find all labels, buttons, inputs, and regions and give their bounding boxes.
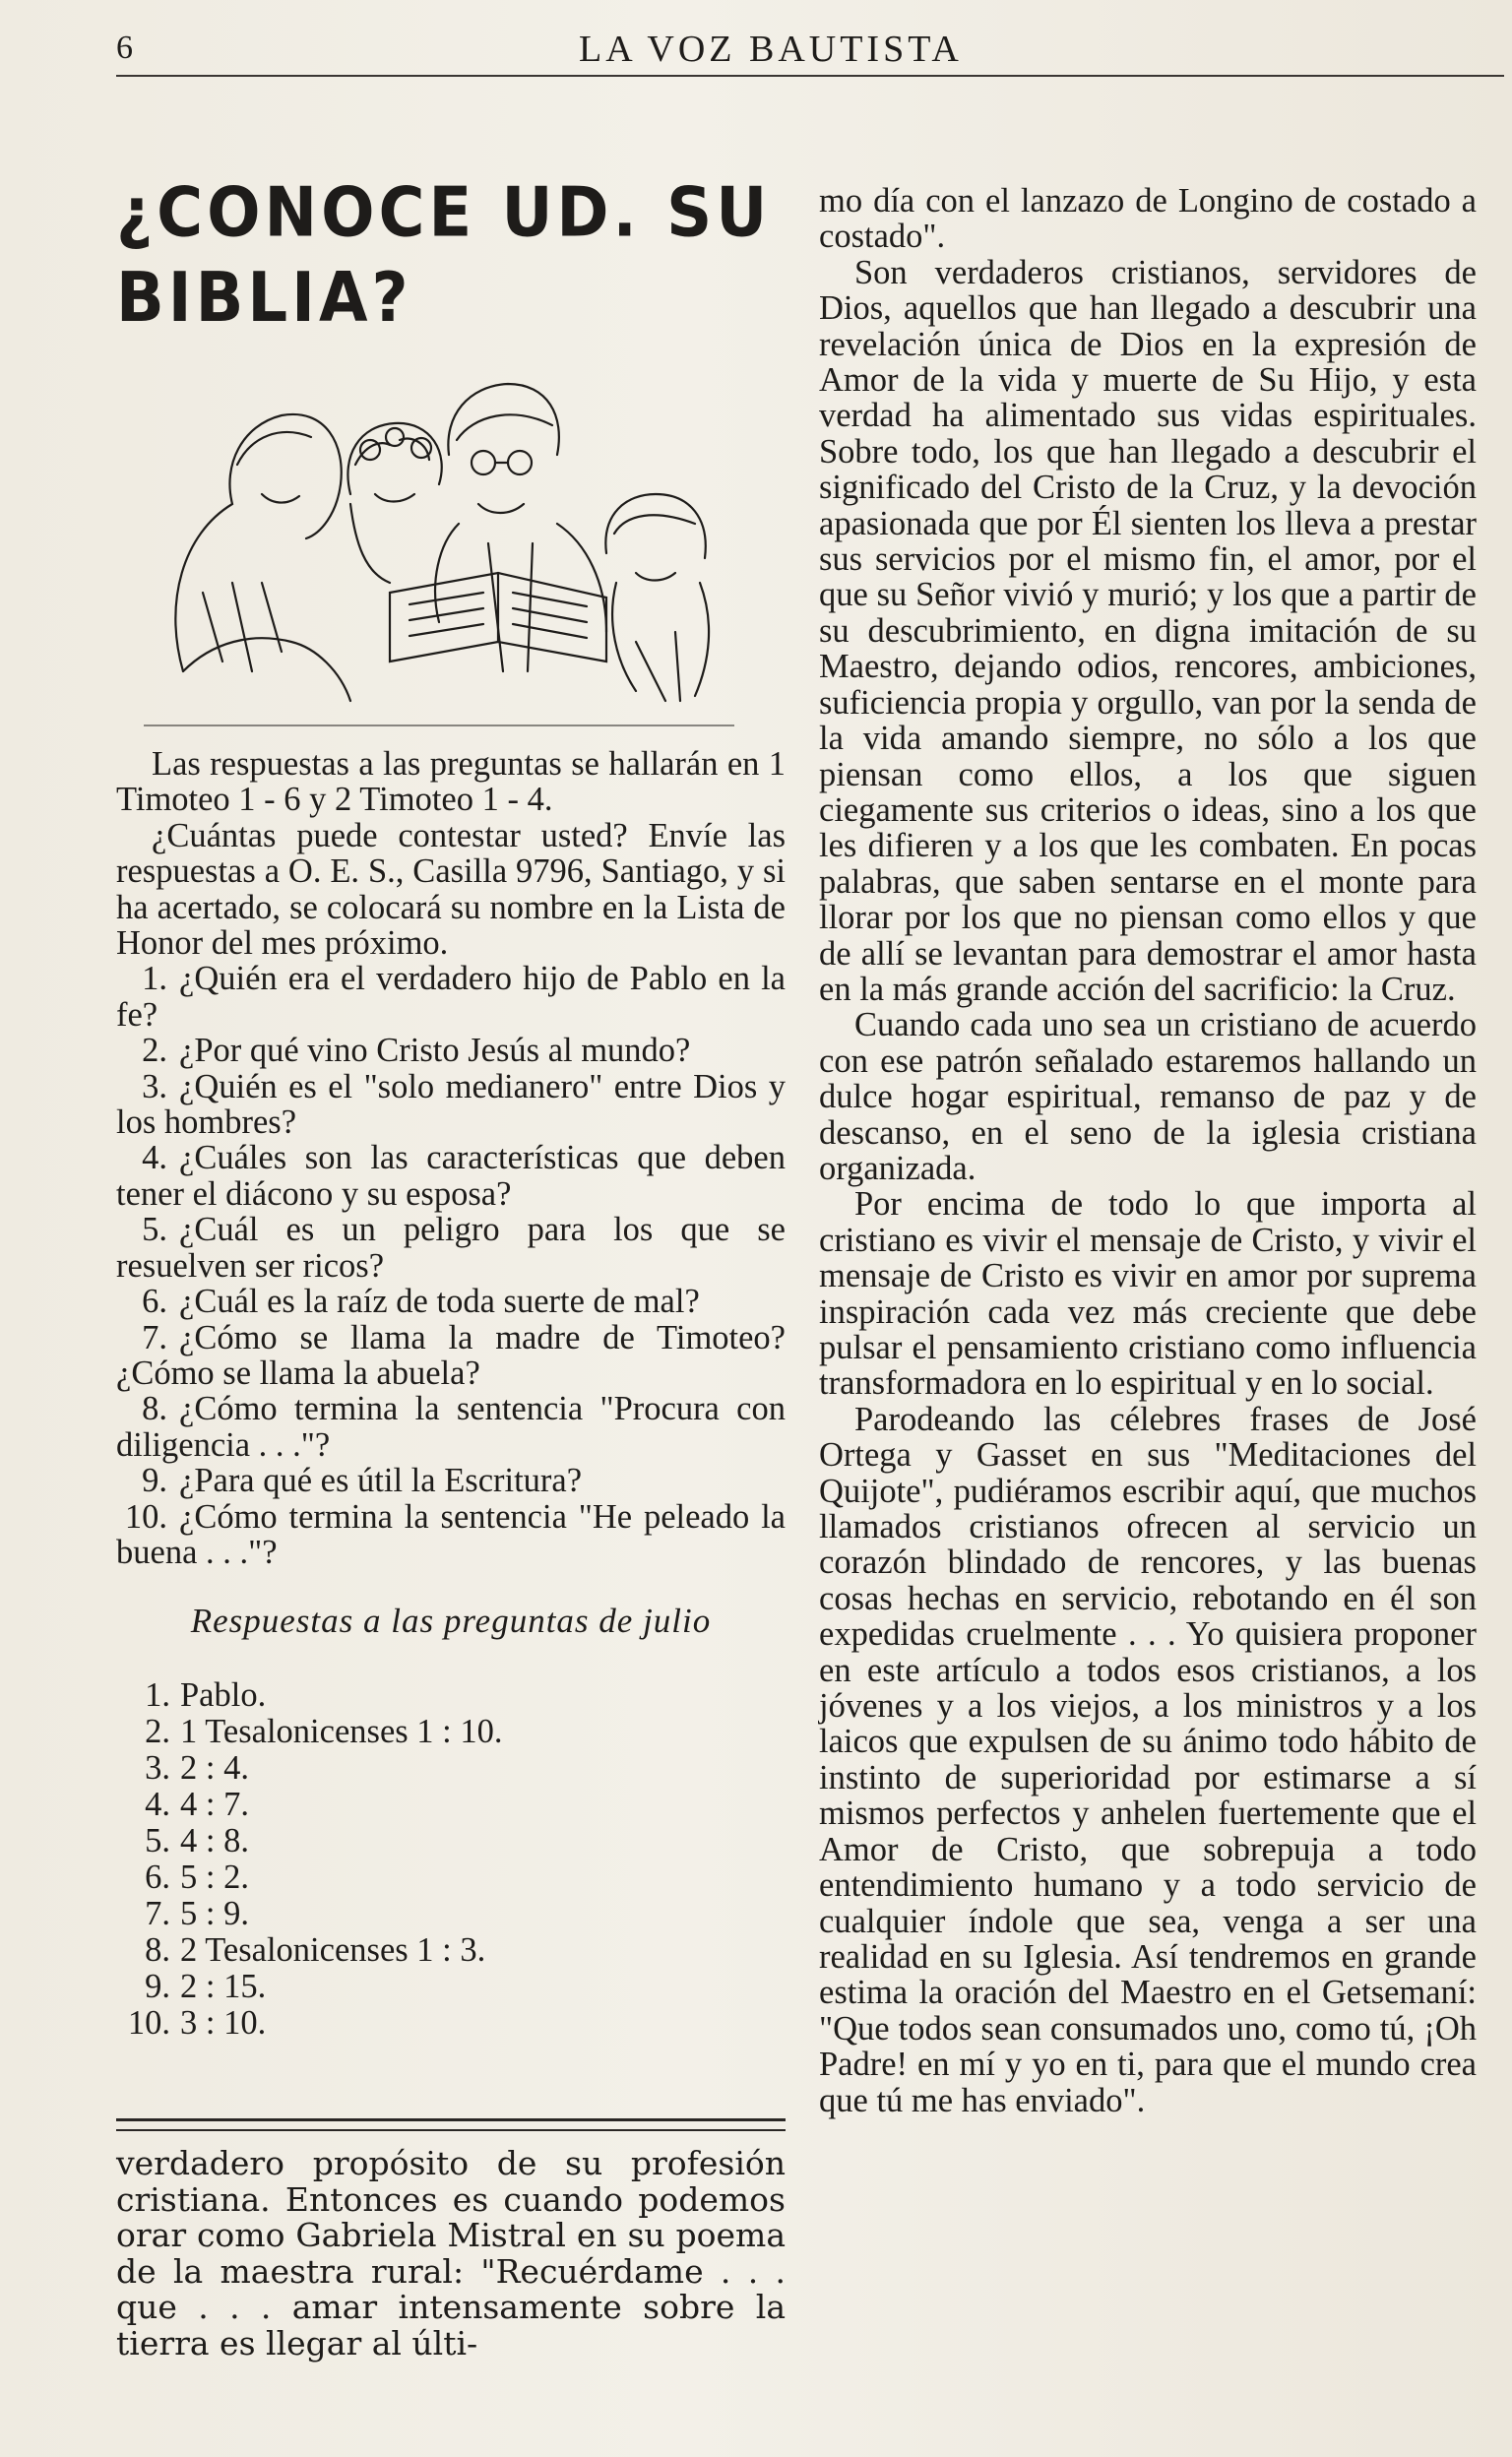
answer-text: 4 : 8. bbox=[180, 1821, 249, 1859]
answer-text: 5 : 9. bbox=[180, 1894, 249, 1932]
answer-number: 3. bbox=[145, 1748, 170, 1787]
question-item bbox=[116, 1033, 786, 1068]
body-paragraph-5: Parodeando las célebres frases de José Ortega y Gasset en sus "Meditaciones del Quijote", pudiéramos escribir aquí, que muchos llamados cristianos ofrecen al servicio un corazón blindado de rencores, y las buenas cosas hechas en servicio, rebotando en él son expedidas cruelmente . . . Yo quisiera proponer en este artículo a todos esos cristianos, a los jóvenes y a los viejos, a los ministros y a los laicos que expulsen de su ánimo todo hábito de instinto de superioridad por estimarse a sí mismos perfectos y anhelen fuertemente que el Amor de Cristo, que sobrepuja a todo entendimiento humano y a todo servicio de cualquier índole que sea, venga a ser una realidad en su Iglesia. Así tendremos en grande estima la oración del Maestro en el Getsemaní: "Que todos sean consumados uno, como tú, ¡Oh Padre! en mí y yo en ti, para que el mundo crea que tú me has enviado". bbox=[819, 1400, 1477, 2119]
question-item bbox=[116, 1069, 786, 1141]
family-reading-bible-illustration bbox=[144, 346, 734, 730]
question-item bbox=[116, 961, 786, 1033]
answer-text: 3 : 10. bbox=[180, 2003, 267, 2042]
question-number: 5. bbox=[142, 1211, 167, 1249]
header-rule bbox=[116, 75, 1504, 77]
answer-item bbox=[116, 1896, 786, 1932]
question-text: ¿Cuál es un peligro para los que se resuelven ser ricos? bbox=[116, 1211, 786, 1285]
question-text: ¿Quién es el "solo medianero" entre Dios y los hombres? bbox=[116, 1067, 786, 1142]
question-number: 6. bbox=[142, 1283, 167, 1321]
section-divider bbox=[116, 2118, 786, 2131]
answer-text: 4 : 7. bbox=[180, 1785, 249, 1823]
answer-text: 2 : 15. bbox=[180, 1967, 267, 2005]
question-text: ¿Para qué es útil la Escritura? bbox=[179, 1462, 583, 1500]
question-text: ¿Cómo termina la sentencia "He peleado la buena . . ."? bbox=[116, 1497, 786, 1571]
answer-number: 4. bbox=[145, 1785, 170, 1823]
answer-text: 2 Tesalonicenses 1 : 3. bbox=[180, 1930, 486, 1969]
question-text: ¿Quién era el verdadero hijo de Pablo en la fe? bbox=[116, 960, 786, 1034]
question-number: 8. bbox=[142, 1390, 167, 1428]
question-item bbox=[116, 1499, 786, 1571]
answer-item bbox=[116, 2005, 786, 2042]
body-paragraph-1: mo día con el lanzazo de Longino de costado a costado". bbox=[819, 182, 1477, 256]
body-paragraph-3: Cuando cada uno sea un cristiano de acuerdo con ese patrón señalado estaremos hallando un dulce hogar espiritual, remanso de paz y de descanso, en el seno de la iglesia cristiana organizada. bbox=[819, 1006, 1477, 1187]
page-header bbox=[116, 22, 1512, 81]
question-item bbox=[116, 1463, 786, 1498]
answer-number: 5. bbox=[145, 1821, 170, 1859]
question-text: ¿Cómo termina la sentencia "Procura con diligencia . . ."? bbox=[116, 1390, 786, 1464]
question-list bbox=[116, 961, 786, 1570]
question-item bbox=[116, 1212, 786, 1284]
body-paragraph-4: Por encima de todo lo que importa al cristiano es vivir el mensaje de Cristo, y vivir el mensaje de Cristo es vivir en amor por suprema inspiración cada vez más creciente que debe pulsar el pensamiento cristiano como influencia transformadora en lo espiritual y en lo social. bbox=[819, 1185, 1477, 1403]
journal-title: LA VOZ BAUTISTA bbox=[579, 29, 963, 70]
question-number: 4. bbox=[142, 1139, 167, 1177]
answer-text: 1 Tesalonicenses 1 : 10. bbox=[180, 1712, 503, 1750]
continuation-paragraph: verdadero propósito de su profesión cristiana. Entonces es cuando podemos orar como Gabriela Mistral en su poema de la maestra rural: "Recuérdame . . . que . . . amar intensamente sobre la tierra es llegar al últi- bbox=[116, 2144, 786, 2362]
answer-item bbox=[116, 1969, 786, 2005]
answer-text: 2 : 4. bbox=[180, 1748, 249, 1787]
answer-item bbox=[116, 1750, 786, 1787]
answer-number: 9. bbox=[145, 1967, 170, 2005]
question-item bbox=[116, 1391, 786, 1463]
question-number: 7. bbox=[142, 1318, 167, 1356]
body-paragraph-2: Son verdaderos cristianos, servidores de Dios, aquellos que han llegado a descubrir una revelación única de Dios en la expresión de Amor de la vida y muerte de Su Hijo, y esta verdad ha alimentado sus vidas espirituales. Sobre todo, los que han llegado a descubrir el significado del Cristo de la Cruz, y la devoción apasionada que por Él sienten los lleva a prestar sus servicios por el mismo fin, el amor, por el que su Señor vivió y murió; y los que a partir de su descubrimiento, en digna imitación de su Maestro, dejando odios, rencores, ambiciones, suficiencia propia y orgullo, van por la senda de la vida amando siempre, no sólo a los que piensan como ellos, a los que siguen ciegamente sus criterios o ideas, sino a los que les difieren y a los que les combaten. En pocas palabras, que saben sentarse en el monte para llorar por los que no piensan como ellos y que de allí se levantan para demostrar el amor hasta en la más grande acción del sacrificio: la Cruz. bbox=[819, 253, 1477, 1008]
answer-item bbox=[116, 1823, 786, 1859]
answer-item bbox=[116, 1932, 786, 1969]
continuation-text bbox=[116, 2146, 786, 2362]
question-text: ¿Cómo se llama la madre de Timoteo? ¿Cómo se llama la abuela? bbox=[116, 1318, 786, 1392]
page-number: 6 bbox=[116, 30, 133, 66]
question-text: ¿Cuál es la raíz de toda suerte de mal? bbox=[179, 1283, 700, 1321]
question-number: 10. bbox=[124, 1497, 167, 1536]
answer-item bbox=[116, 1677, 786, 1714]
answer-item bbox=[116, 1859, 786, 1896]
answer-list bbox=[116, 1677, 786, 2042]
question-number: 2. bbox=[142, 1032, 167, 1070]
answer-number: 2. bbox=[145, 1712, 170, 1750]
answer-text: Pablo. bbox=[180, 1675, 267, 1714]
question-item bbox=[116, 1320, 786, 1392]
article-title: ¿CONOCE UD. SU BIBLIA? bbox=[116, 173, 772, 339]
question-item bbox=[116, 1140, 786, 1212]
right-column bbox=[819, 183, 1477, 2118]
answer-item bbox=[116, 1714, 786, 1750]
question-item bbox=[116, 1284, 786, 1319]
answer-number: 1. bbox=[145, 1675, 170, 1714]
answer-number: 6. bbox=[145, 1858, 170, 1896]
instructions-paragraph: ¿Cuántas puede contestar usted? Envíe las respuestas a O. E. S., Casilla 9796, Santiago, y si ha acertado, se colocará su nombre en la Lista de Honor del mes próximo. bbox=[116, 816, 786, 963]
question-text: ¿Cuáles son las características que deben tener el diácono y su esposa? bbox=[116, 1139, 786, 1213]
answers-title: Respuestas a las preguntas de julio bbox=[190, 1602, 712, 1641]
answer-text: 5 : 2. bbox=[180, 1858, 249, 1896]
answer-number: 10. bbox=[127, 2003, 170, 2042]
question-text: ¿Por qué vino Cristo Jesús al mundo? bbox=[179, 1032, 691, 1070]
left-column bbox=[116, 167, 786, 2042]
question-number: 1. bbox=[142, 960, 167, 998]
question-number: 3. bbox=[142, 1067, 167, 1105]
question-number: 9. bbox=[142, 1462, 167, 1500]
answer-number: 7. bbox=[145, 1894, 170, 1932]
answer-item bbox=[116, 1787, 786, 1823]
answer-number: 8. bbox=[145, 1930, 170, 1969]
intro-paragraph: Las respuestas a las preguntas se hallarán en 1 Timoteo 1 - 6 y 2 Timoteo 1 - 4. bbox=[116, 745, 786, 819]
